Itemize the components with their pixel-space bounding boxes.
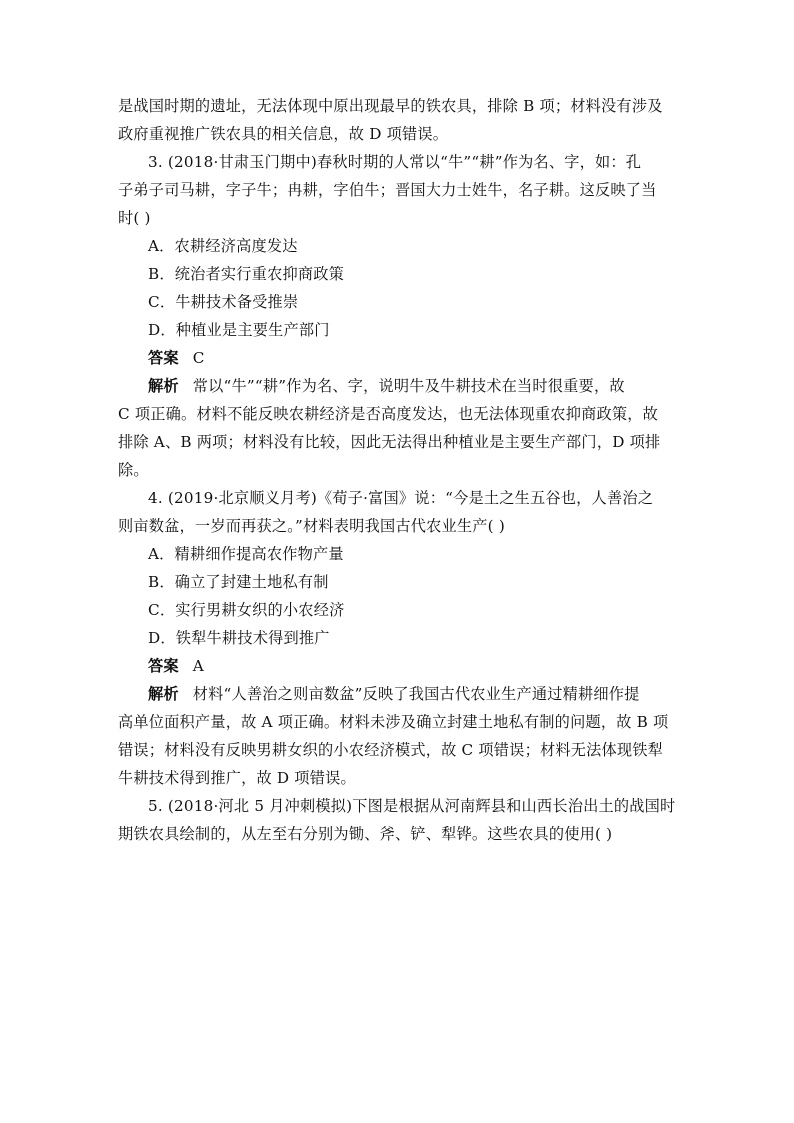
answer-value: A [192, 657, 204, 675]
text-line: 牛耕技术得到推广，故 D 项错误。 [118, 769, 356, 787]
answer-label: 答案 [148, 349, 179, 367]
option-a: A．农耕经济高度发达 [148, 237, 298, 255]
text-line: 政府重视推广铁农具的相关信息，故 D 项错误。 [118, 125, 449, 143]
option-c: C．牛耕技术备受推崇 [148, 293, 299, 311]
answer-value: C [192, 349, 205, 367]
text-line: 则亩数盆，一岁而再获之。”材料表明我国古代农业生产( ) [118, 517, 505, 535]
text-line: 子弟子司马耕，字子牛；冉耕，字伯牛；晋国大力士姓牛，名子耕。这反映了当 [118, 181, 657, 199]
option-d: D．铁犁牛耕技术得到推广 [148, 629, 330, 647]
question-5-stem: 5. (2018·河北 5 月冲刺模拟)下图是根据从河南辉县和山西长治出土的战国时 [148, 797, 676, 815]
text-line: 除。 [118, 461, 149, 479]
text-line: 时( ) [118, 209, 151, 227]
option-b: B．确立了封建土地私有制 [148, 573, 329, 591]
text-line: C 项正确。材料不能反映农耕经济是否高度发达，也无法体现重农抑商政策，故 [118, 405, 659, 423]
analysis-label: 解析 [148, 377, 179, 395]
analysis-label: 解析 [148, 685, 179, 703]
answer-label: 答案 [148, 657, 179, 675]
analysis-text: 常以“牛”“耕”作为名、字，说明牛及牛耕技术在当时很重要，故 [192, 377, 625, 395]
analysis-text: 材料“人善治之则亩数盆”反映了我国古代农业生产通过精耕细作提 [192, 685, 640, 703]
text-line: 期铁农具绘制的，从左至右分别为锄、斧、铲、犁铧。这些农具的使用( ) [118, 825, 613, 843]
text-line: 错误；材料没有反映男耕女织的小农经济模式，故 C 项错误；材料无法体现铁犁 [118, 741, 664, 759]
text-line: 排除 A、B 两项；材料没有比较，因此无法得出种植业是主要生产部门，D 项排 [118, 433, 661, 451]
option-c: C．实行男耕女织的小农经济 [148, 601, 345, 619]
document-page [118, 92, 684, 848]
text-line: 高单位面积产量，故 A 项正确。材料未涉及确立封建土地私有制的问题，故 B 项 [118, 713, 669, 731]
option-b: B．统治者实行重农抑商政策 [148, 265, 345, 283]
text-line: 是战国时期的遗址，无法体现中原出现最早的铁农具，排除 B 项；材料没有涉及 [118, 97, 663, 115]
option-a: A．精耕细作提高农作物产量 [148, 545, 344, 563]
option-d: D．种植业是主要生产部门 [148, 321, 330, 339]
analysis-line [118, 372, 684, 400]
analysis-line [118, 680, 684, 708]
question-4-stem: 4. (2019·北京顺义月考)《荀子·富国》说：“今是土之生五谷也，人善治之 [148, 489, 654, 507]
answer-line [118, 344, 684, 372]
answer-line [118, 652, 684, 680]
question-3-stem: 3. (2018·甘肃玉门期中)春秋时期的人常以“牛”“耕”作为名、字，如：孔 [148, 153, 642, 171]
